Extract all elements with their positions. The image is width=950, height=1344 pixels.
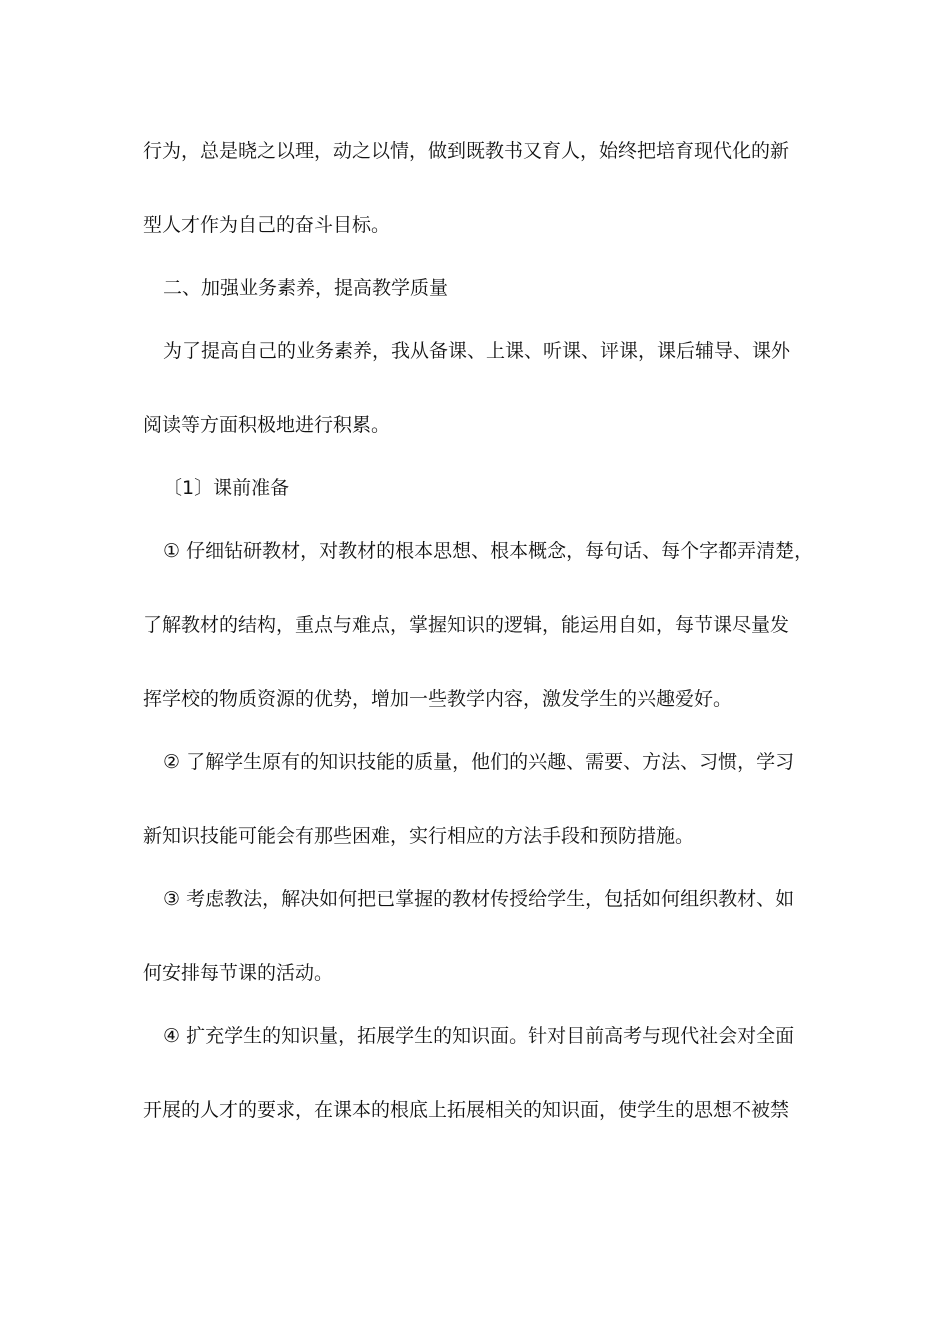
paragraph-line: 为了提高自己的业务素养，我从备课、上课、听课、评课，课后辅导、课外 — [163, 340, 791, 362]
paragraph-line: 型人才作为自己的奋斗目标。 — [143, 214, 391, 236]
paragraph-line: 挥学校的物质资源的优势，增加一些教学内容，激发学生的兴趣爱好。 — [143, 688, 733, 710]
paragraph-line: 新知识技能可能会有那些困难，实行相应的方法手段和预防措施。 — [143, 825, 695, 847]
paragraph-line: 了解教材的结构，重点与难点，掌握知识的逻辑，能运用自如，每节课尽量发 — [143, 614, 790, 636]
list-item-line: ② 了解学生原有的知识技能的质量，他们的兴趣、需要、方法、习惯，学习 — [163, 751, 795, 773]
paragraph-line: 开展的人才的要求，在课本的根底上拓展相关的知识面，使学生的思想不被禁 — [143, 1099, 790, 1121]
paragraph-line: 何安排每节课的活动。 — [143, 962, 334, 984]
list-item-line: ④ 扩充学生的知识量，拓展学生的知识面。针对目前高考与现代社会对全面 — [163, 1025, 795, 1047]
section-heading: 二、加强业务素养，提高教学质量 — [163, 277, 449, 299]
paragraph-line: 阅读等方面积极地进行积累。 — [143, 414, 391, 436]
list-item-line: ③ 考虑教法，解决如何把已掌握的教材传授给学生，包括如何组织教材、如 — [163, 888, 795, 910]
subsection-heading: 〔1〕课前准备 — [163, 477, 290, 499]
paragraph-line: 行为，总是晓之以理，动之以情，做到既教书又育人，始终把培育现代化的新 — [143, 140, 790, 162]
list-item-line: ① 仔细钻研教材，对教材的根本思想、根本概念，每句话、每个字都弄清楚， — [163, 540, 814, 562]
